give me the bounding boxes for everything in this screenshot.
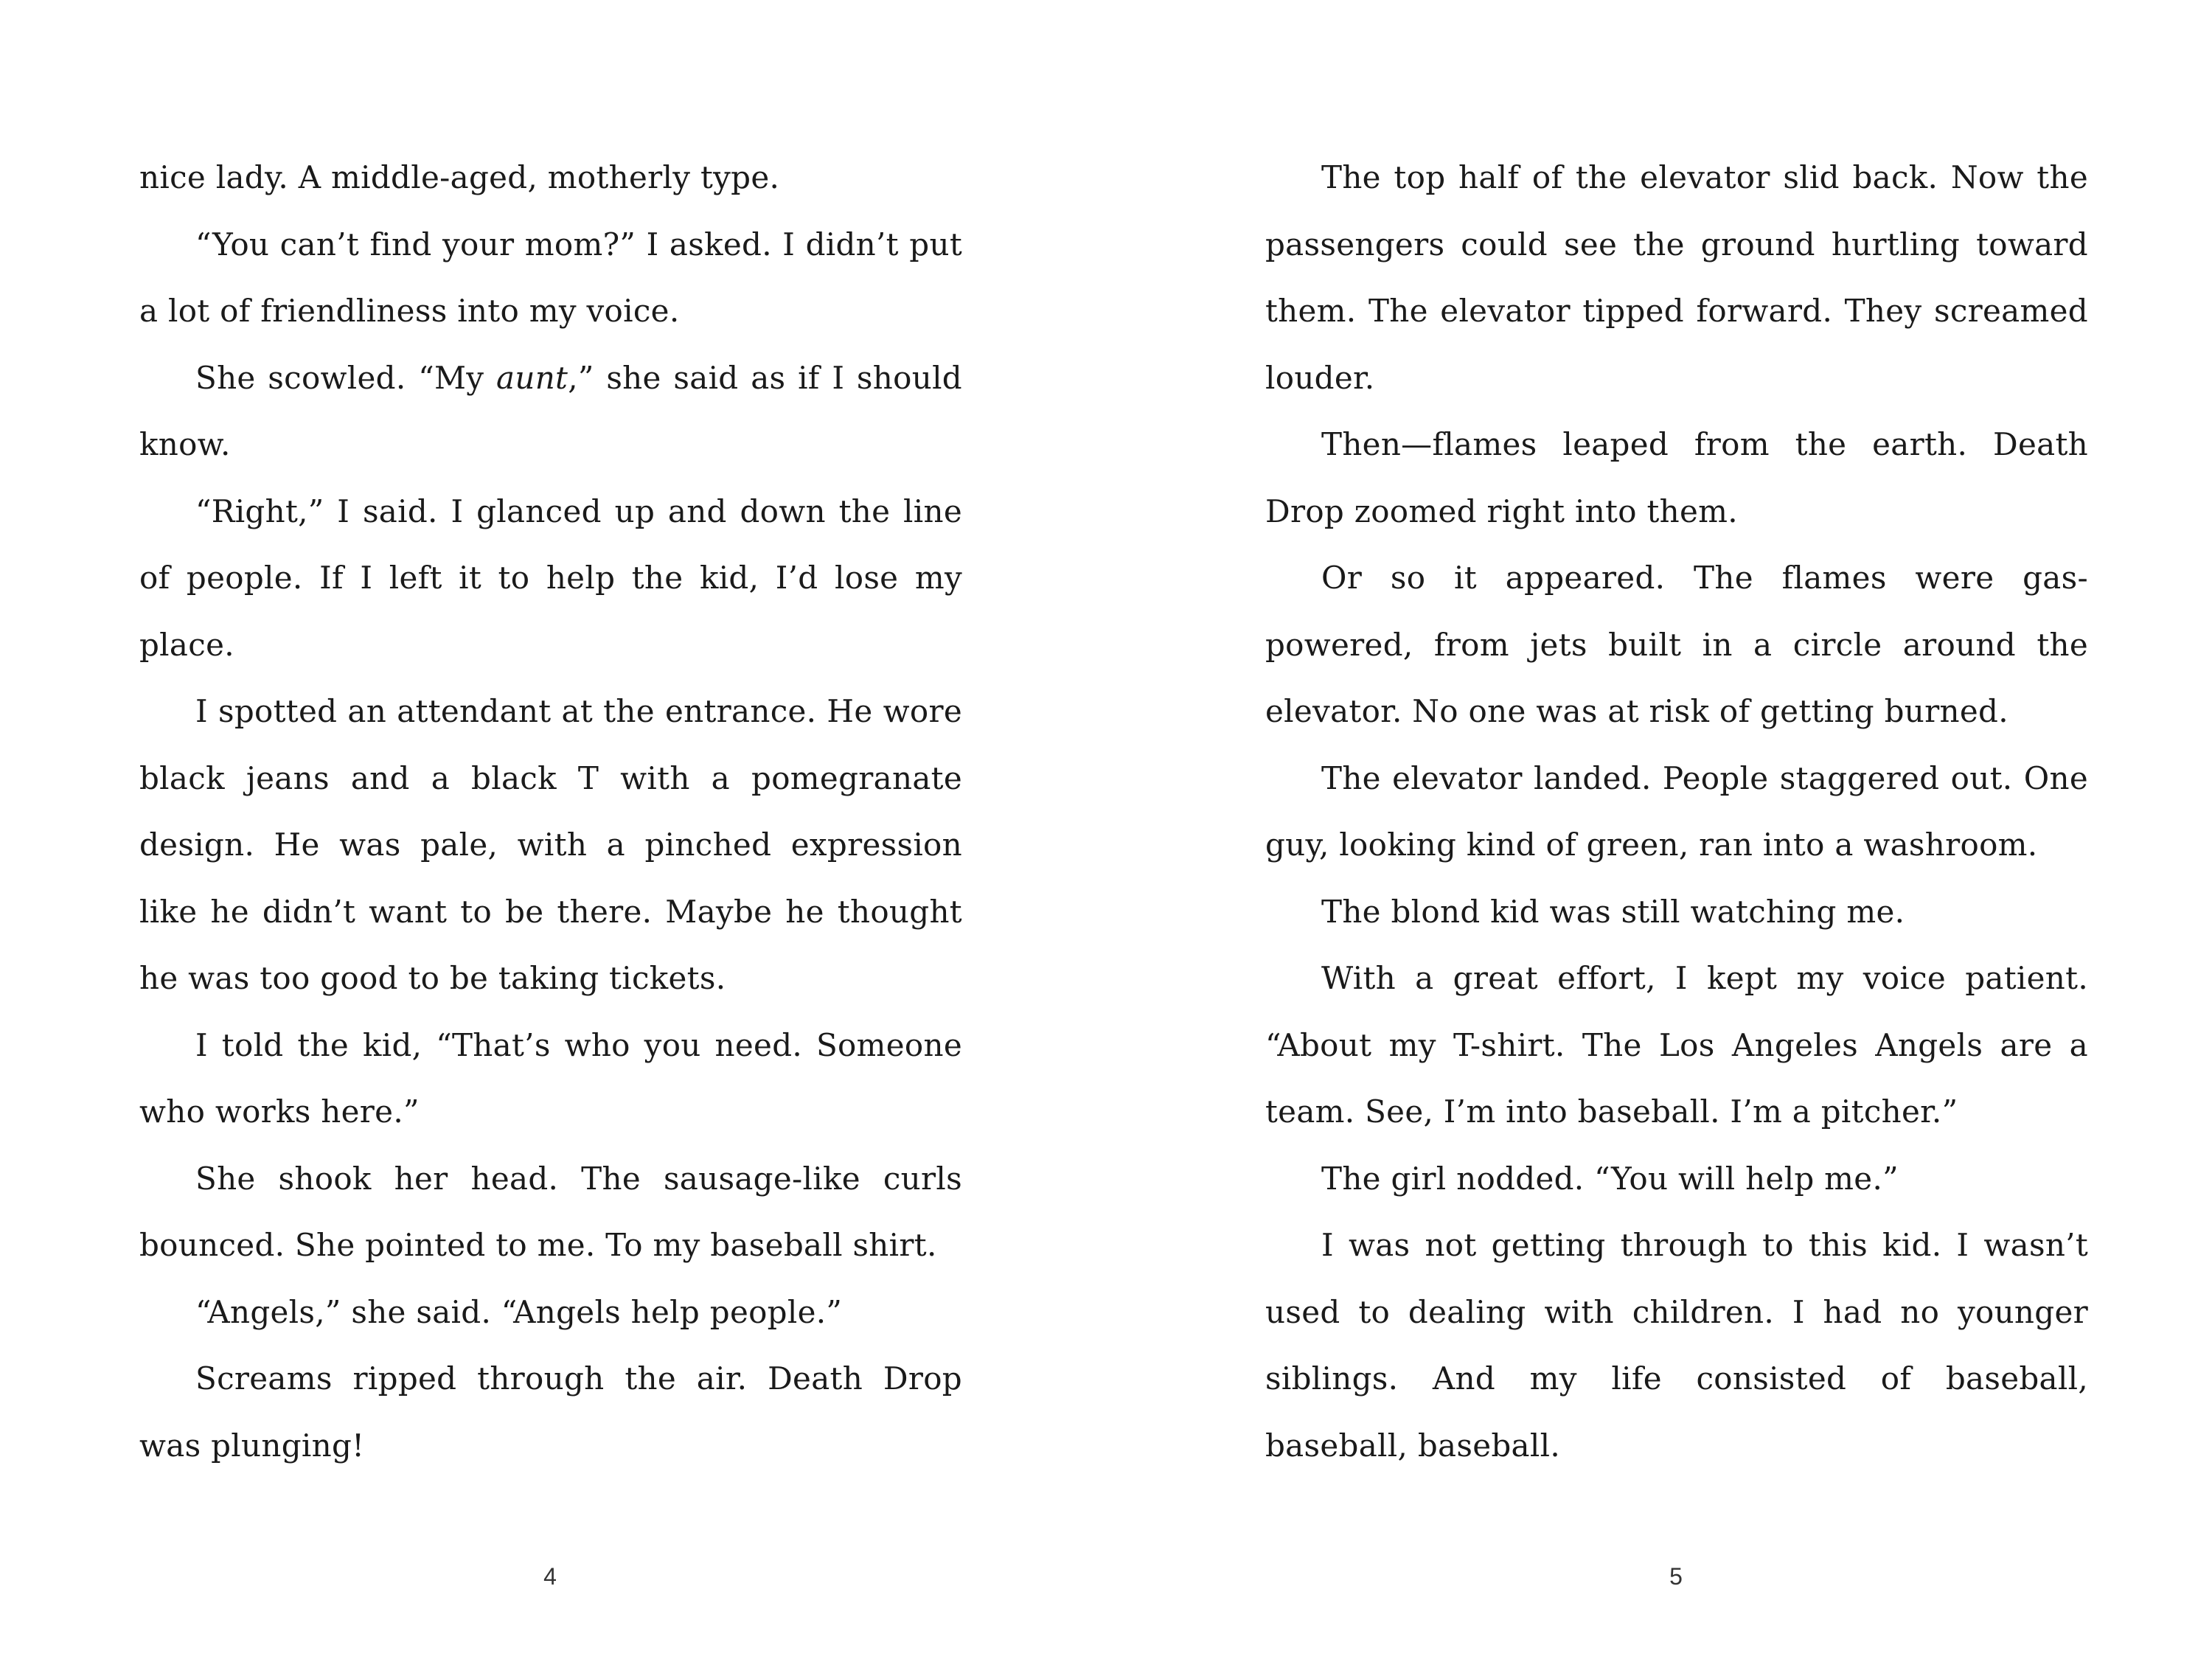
paragraph-text: She scowled. “My [195, 359, 496, 396]
italic-word: aunt [496, 359, 568, 396]
paragraph: nice lady. A middle-aged, motherly type. [139, 159, 780, 195]
left-page-text [139, 145, 962, 1479]
paragraph: I spotted an attendant at the entrance. He wore black jeans and a black T with a pomegranate design. He was pale, with a pinched expression like he didn’t want to be there. Maybe he thought he was too good to be taking tickets. [139, 693, 962, 996]
paragraph-text: ,” she said as if I should know. [139, 359, 962, 462]
paragraph: The blond kid was still watching me. [1321, 893, 1905, 930]
right-page-text [1265, 145, 2088, 1479]
paragraph: Then—flames leaped from the earth. Death Drop zoomed right into them. [1265, 426, 2088, 529]
paragraph: The girl nodded. “You will help me.” [1321, 1160, 1899, 1197]
paragraph: With a great effort, I kept my voice patient. “About my T-shirt. The Los Angeles Angels are a team. See, I’m into baseball. I’m a pitcher.” [1265, 960, 2088, 1130]
paragraph: She shook her head. The sausage-like curls bounced. She pointed to me. To my baseball shirt. [139, 1160, 962, 1263]
paragraph: The elevator landed. People staggered out. One guy, looking kind of green, ran into a washroom. [1265, 759, 2088, 863]
paragraph: “You can’t find your mom?” I asked. I didn’t put a lot of friendliness into my voice. [139, 226, 962, 329]
paragraph: “Angels,” she said. “Angels help people.” [195, 1293, 843, 1330]
paragraph [139, 345, 962, 479]
paragraph: “Right,” I said. I glanced up and down the line of people. If I left it to help the kid, I’d lose my place. [139, 493, 962, 663]
page-number: 4 [543, 1563, 557, 1590]
paragraph: Screams ripped through the air. Death Drop was plunging! [139, 1360, 962, 1464]
right-page [1106, 0, 2212, 1659]
paragraph: The top half of the elevator slid back. Now the passengers could see the ground hurtling toward them. The elevator tipped forward. They screamed louder. [1265, 159, 2088, 396]
paragraph: Or so it appeared. The flames were gas-powered, from jets built in a circle around the elevator. No one was at risk of getting burned. [1265, 560, 2088, 729]
paragraph: I told the kid, “That’s who you need. Someone who works here.” [139, 1026, 962, 1130]
page-number: 5 [1669, 1563, 1683, 1590]
paragraph: I was not getting through to this kid. I wasn’t used to dealing with children. I had no younger siblings. And my life consisted of baseball, baseball, baseball. [1265, 1227, 2088, 1464]
